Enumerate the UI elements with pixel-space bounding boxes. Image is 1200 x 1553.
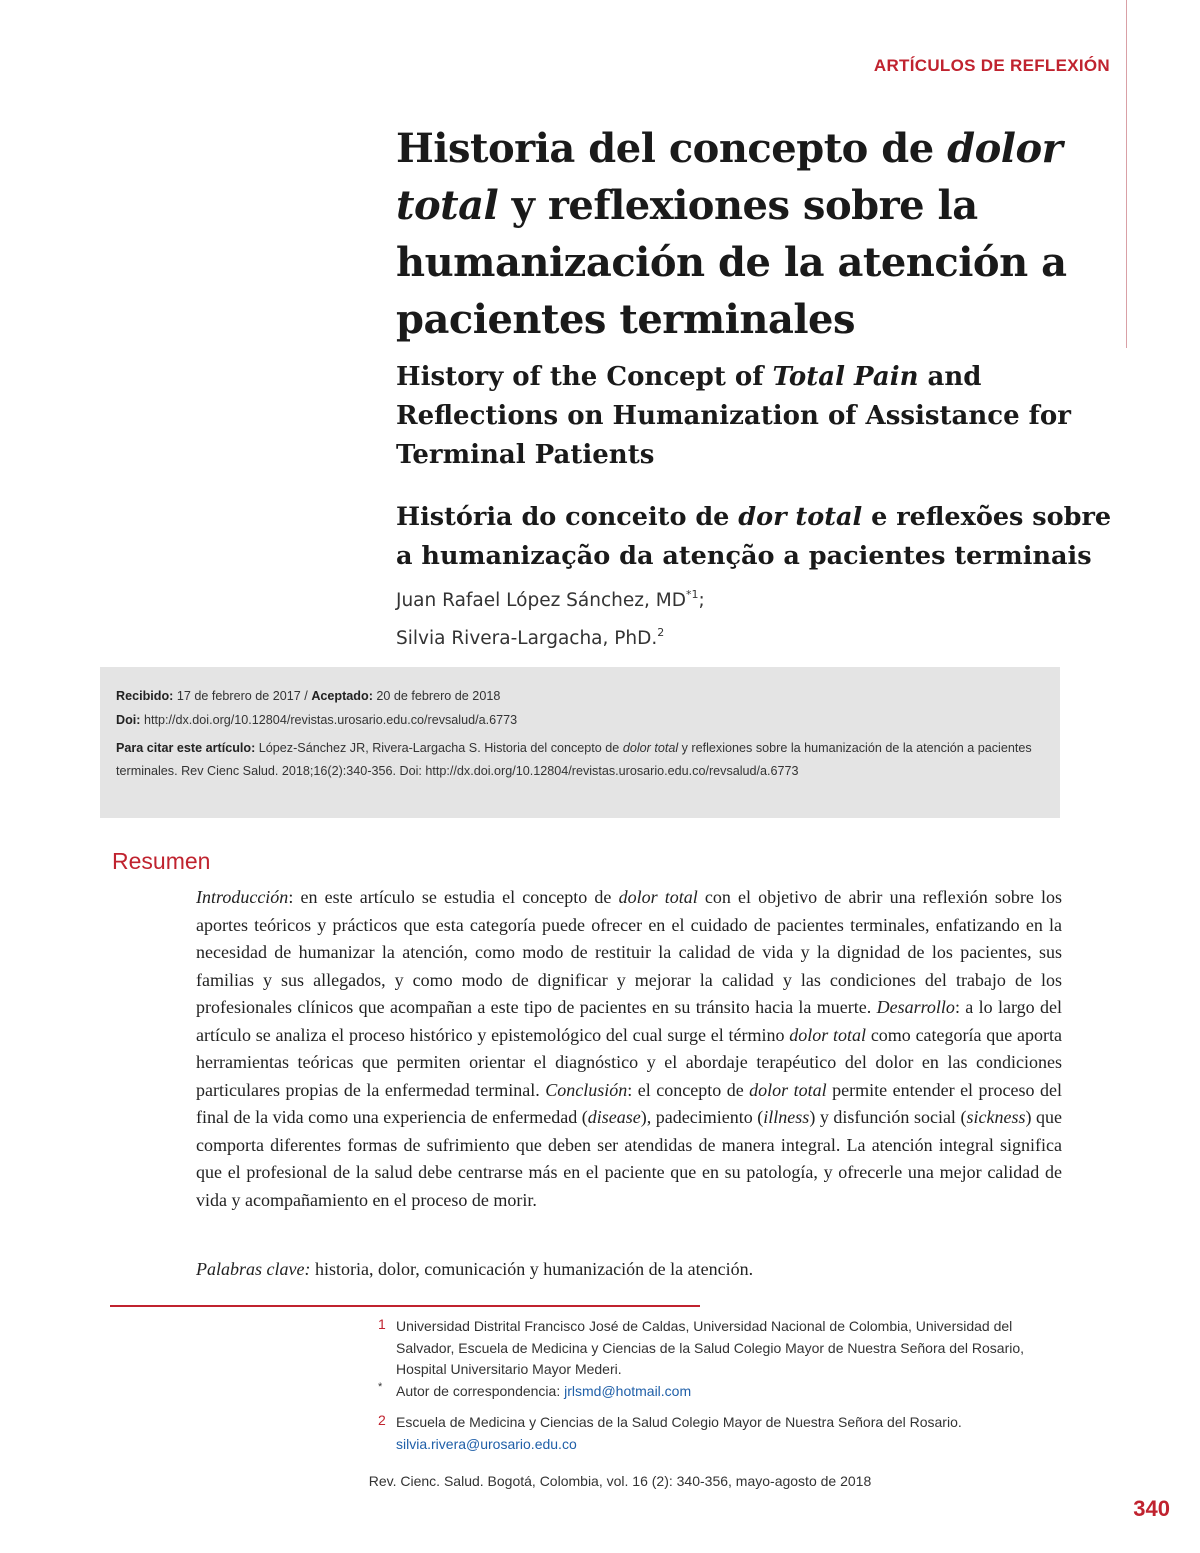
dates-line xyxy=(116,689,1046,703)
conclusion-label: Conclusión xyxy=(545,1079,628,1100)
title-en-part1: History of the Concept of xyxy=(396,362,773,392)
abstract-body xyxy=(196,884,1062,1214)
abstract-text-3: : a lo largo del artículo se analiza el proceso histórico y epistemológico del cual surge el término xyxy=(196,997,1063,1045)
title-en-italic: Total Pain xyxy=(772,362,919,392)
abstract-text-8: ) y disfunción social ( xyxy=(809,1107,967,1127)
title-es-part1: Historia del concepto de xyxy=(396,125,948,172)
keywords xyxy=(196,1259,1062,1280)
abstract-italic-2: dolor total xyxy=(789,1024,867,1045)
footnote-2-email-link[interactable]: silvia.rivera@urosario.edu.co xyxy=(396,1435,577,1452)
author-1 xyxy=(396,588,705,611)
abstract-text-5: : el concepto de xyxy=(627,1079,750,1100)
received-label: Recibido: xyxy=(116,689,174,703)
journal-footer: Rev. Cienc. Salud. Bogotá, Colombia, vol. 16 (2): 340-356, mayo-agosto de 2018 xyxy=(368,1473,872,1489)
received-value: 17 de febrero de 2017 / xyxy=(173,689,312,703)
abstract-italic-3: dolor total xyxy=(749,1079,827,1100)
title-spanish xyxy=(396,120,1096,348)
author-2-name: Silvia Rivera-Largacha, PhD. xyxy=(396,628,658,649)
abstract-text-6: permite entender el proceso del final de la vida como una experiencia de enfermedad ( xyxy=(196,1079,1062,1127)
doi-link[interactable]: http://dx.doi.org/10.12804/revistas.urosario.edu.co/revsalud/a.6773 xyxy=(140,713,518,727)
footnote-1: Universidad Distrital Francisco José de Caldas, Universidad Nacional de Colombia, Universidad del Salvador, Escuela de Medicina y Ciencias de la Salud Colegio Mayor de Nuestra Señora del Rosario, Hospital Universitario Mayor Mederi. xyxy=(396,1318,1025,1377)
header-divider-line xyxy=(1126,0,1127,348)
abstract-text-2: con el objetivo de abrir una reflexión sobre los aportes teóricos y prácticos que esta categoría puede ofrecer en el cuidado de pacientes terminales, enfatizando en la necesidad de humanizar la atención, como modo de restituir la calidad de vida y la dignidad de los pacientes, sus familias y sus allegados, y como modo de dignificar y mejorar la calidad y las condiciones del trabajo de los profesionales clínicos que acompañan a este tipo de pacientes en su tránsito hacia la muerte. xyxy=(196,887,1062,1017)
cite-part1: López-Sánchez JR, Rivera-Largacha S. Historia del concepto de xyxy=(255,741,623,755)
abstract-text-9: ) que comporta diferentes formas de sufrimiento que deben ser atendidas de manera integral. La atención integral significa que el profesional de la salud debe centrarse más en el paciente que en su patología, y ofrecerle una mejor calidad de vida y acompañamiento en el proceso de morir. xyxy=(196,1107,1063,1210)
cite-label: Para citar este artículo: xyxy=(116,741,256,755)
corresponding-label: Autor de correspondencia: xyxy=(396,1383,565,1399)
doi-label: Doi: xyxy=(116,713,141,727)
corresponding-email-link[interactable]: jrlsmd@hotmail.com xyxy=(564,1383,692,1399)
keywords-list: historia, dolor, comunicación y humanización de la atención. xyxy=(310,1259,754,1279)
footnote-star-mark: * xyxy=(378,1381,383,1393)
title-pt-italic: dor total xyxy=(738,502,863,532)
footnote-corresponding-author xyxy=(396,1381,1064,1403)
author-1-marks: *1 xyxy=(685,588,699,601)
title-pt-part2: e reflexões sobre a humanização da atenção a pacientes terminais xyxy=(396,502,1112,571)
abstract-italic-4: disease xyxy=(587,1107,641,1127)
author-1-suffix: ; xyxy=(698,590,705,611)
footnote-1-number: 1 xyxy=(378,1316,386,1332)
cite-part2: y reflexiones sobre la humanización de la atención a pacientes terminales. Rev Cienc Salud. 2018;16(2):340-356. Doi: http://dx.doi.org/10.12804/revistas.urosario.edu.co/revsalud/a.6773 xyxy=(116,741,1032,778)
abstract-italic-6: sickness xyxy=(966,1107,1026,1127)
title-portuguese xyxy=(396,498,1116,576)
title-english xyxy=(396,358,1116,475)
author-2 xyxy=(396,626,664,649)
author-1-name: Juan Rafael López Sánchez, MD xyxy=(396,590,686,611)
footnote-2-text: Escuela de Medicina y Ciencias de la Salud Colegio Mayor de Nuestra Señora del Rosario. xyxy=(396,1414,962,1430)
article-metadata-box xyxy=(100,667,1060,818)
abstract-heading: Resumen xyxy=(112,848,211,874)
accepted-value: 20 de febrero de 2018 xyxy=(372,689,501,703)
intro-label: Introducción xyxy=(196,887,289,907)
footnote-2 xyxy=(396,1412,1064,1455)
abstract-italic-5: illness xyxy=(763,1107,810,1127)
title-es-part2: y reflexiones sobre la humanización de la atención a pacientes terminales xyxy=(396,182,1067,343)
citation-line xyxy=(116,737,1046,783)
title-es-italic: dolor total xyxy=(396,125,1063,229)
abstract-text-4: como categoría que aporta herramientas teóricas que permiten orientar el diagnóstico y el abordaje terapéutico del dolor en las condiciones particulares propias de la enfermedad terminal. xyxy=(196,1024,1062,1100)
accepted-label: Aceptado: xyxy=(311,689,373,703)
development-label: Desarrollo xyxy=(876,997,955,1017)
footnote-2-number: 2 xyxy=(378,1412,386,1428)
title-pt-part1: História do conceito de xyxy=(396,502,739,532)
section-label: ARTÍCULOS DE REFLEXIÓN xyxy=(873,56,1110,75)
title-en-part2: and Reflections on Humanization of Assistance for Terminal Patients xyxy=(396,362,1071,470)
abstract-text-7: ), padecimiento ( xyxy=(640,1107,764,1127)
abstract-text-1: : en este artículo se estudia el concepto de xyxy=(288,887,619,907)
doi-line xyxy=(116,713,1046,727)
author-2-marks: 2 xyxy=(657,626,665,639)
keywords-label: Palabras clave: xyxy=(196,1259,311,1279)
cite-italic: dolor total xyxy=(622,741,679,755)
footnote-divider xyxy=(110,1305,700,1307)
page-number: 340 xyxy=(1133,1496,1170,1521)
abstract-italic-1: dolor total xyxy=(618,887,698,907)
